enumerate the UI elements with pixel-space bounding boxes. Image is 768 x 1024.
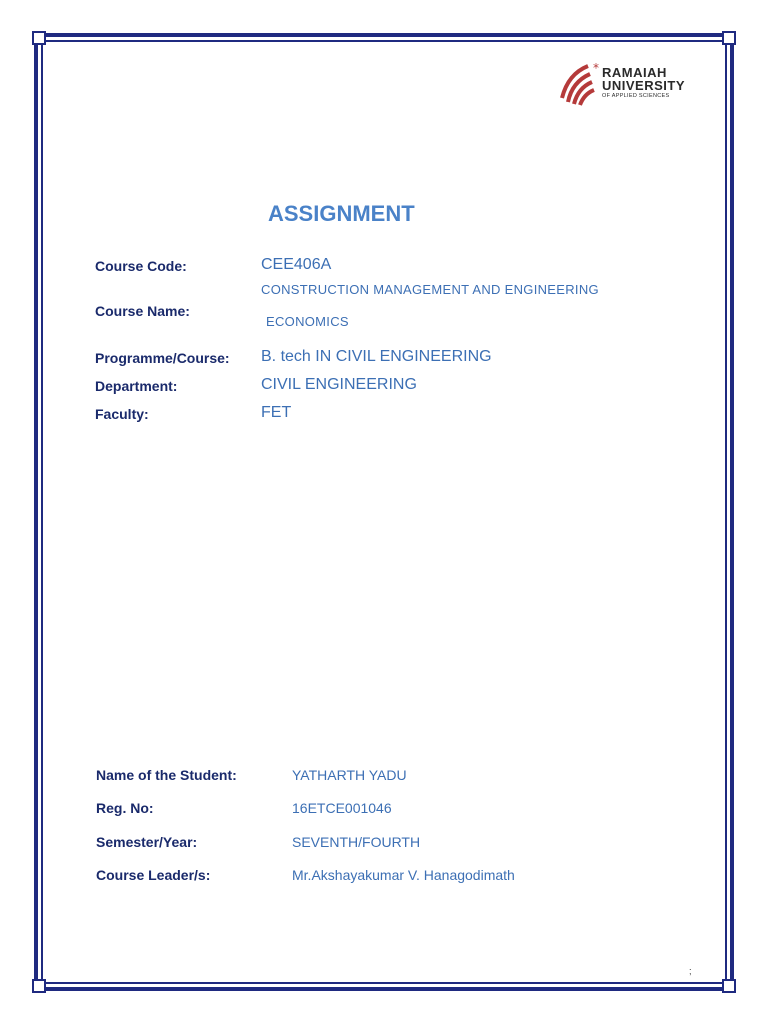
logo-line-3: OF APPLIED SCIENCES xyxy=(602,93,670,99)
department-label: Department: xyxy=(95,378,178,394)
course-name-value-line2: ECONOMICS xyxy=(266,314,349,329)
programme-label: Programme/Course: xyxy=(95,350,230,366)
faculty-label: Faculty: xyxy=(95,406,149,422)
student-name-value: YATHARTH YADU xyxy=(292,767,407,783)
logo-emblem-icon xyxy=(558,58,602,108)
course-code-value: CEE406A xyxy=(261,256,332,273)
course-leader-label: Course Leader/s: xyxy=(96,867,211,883)
course-name-label: Course Name: xyxy=(95,303,190,319)
page-title: ASSIGNMENT xyxy=(268,201,415,226)
student-name-label: Name of the Student: xyxy=(96,767,237,783)
footer-mark: ; xyxy=(689,966,692,976)
corner-ornament-bottom-right xyxy=(722,979,736,993)
logo-text xyxy=(602,66,685,100)
corner-ornament-top-right xyxy=(722,31,736,45)
course-code-label: Course Code: xyxy=(95,258,187,274)
svg-text:*: * xyxy=(593,61,599,75)
reg-no-label: Reg. No: xyxy=(96,800,154,816)
reg-no-value: 16ETCE001046 xyxy=(292,800,392,816)
department-value: CIVIL ENGINEERING xyxy=(261,376,417,393)
semester-label: Semester/Year: xyxy=(96,834,198,850)
faculty-value: FET xyxy=(261,404,292,421)
programme-value: B. tech IN CIVIL ENGINEERING xyxy=(261,348,492,365)
corner-ornament-bottom-left xyxy=(32,979,46,993)
logo-line-2: UNIVERSITY xyxy=(602,78,686,93)
semester-value: SEVENTH/FOURTH xyxy=(292,834,421,850)
logo-line-1: RAMAIAH xyxy=(602,65,667,80)
corner-ornament-top-left xyxy=(32,31,46,45)
course-leader-value: Mr.Akshayakumar V. Hanagodimath xyxy=(292,867,515,883)
course-name-value-line1: CONSTRUCTION MANAGEMENT AND ENGINEERING xyxy=(261,282,599,297)
